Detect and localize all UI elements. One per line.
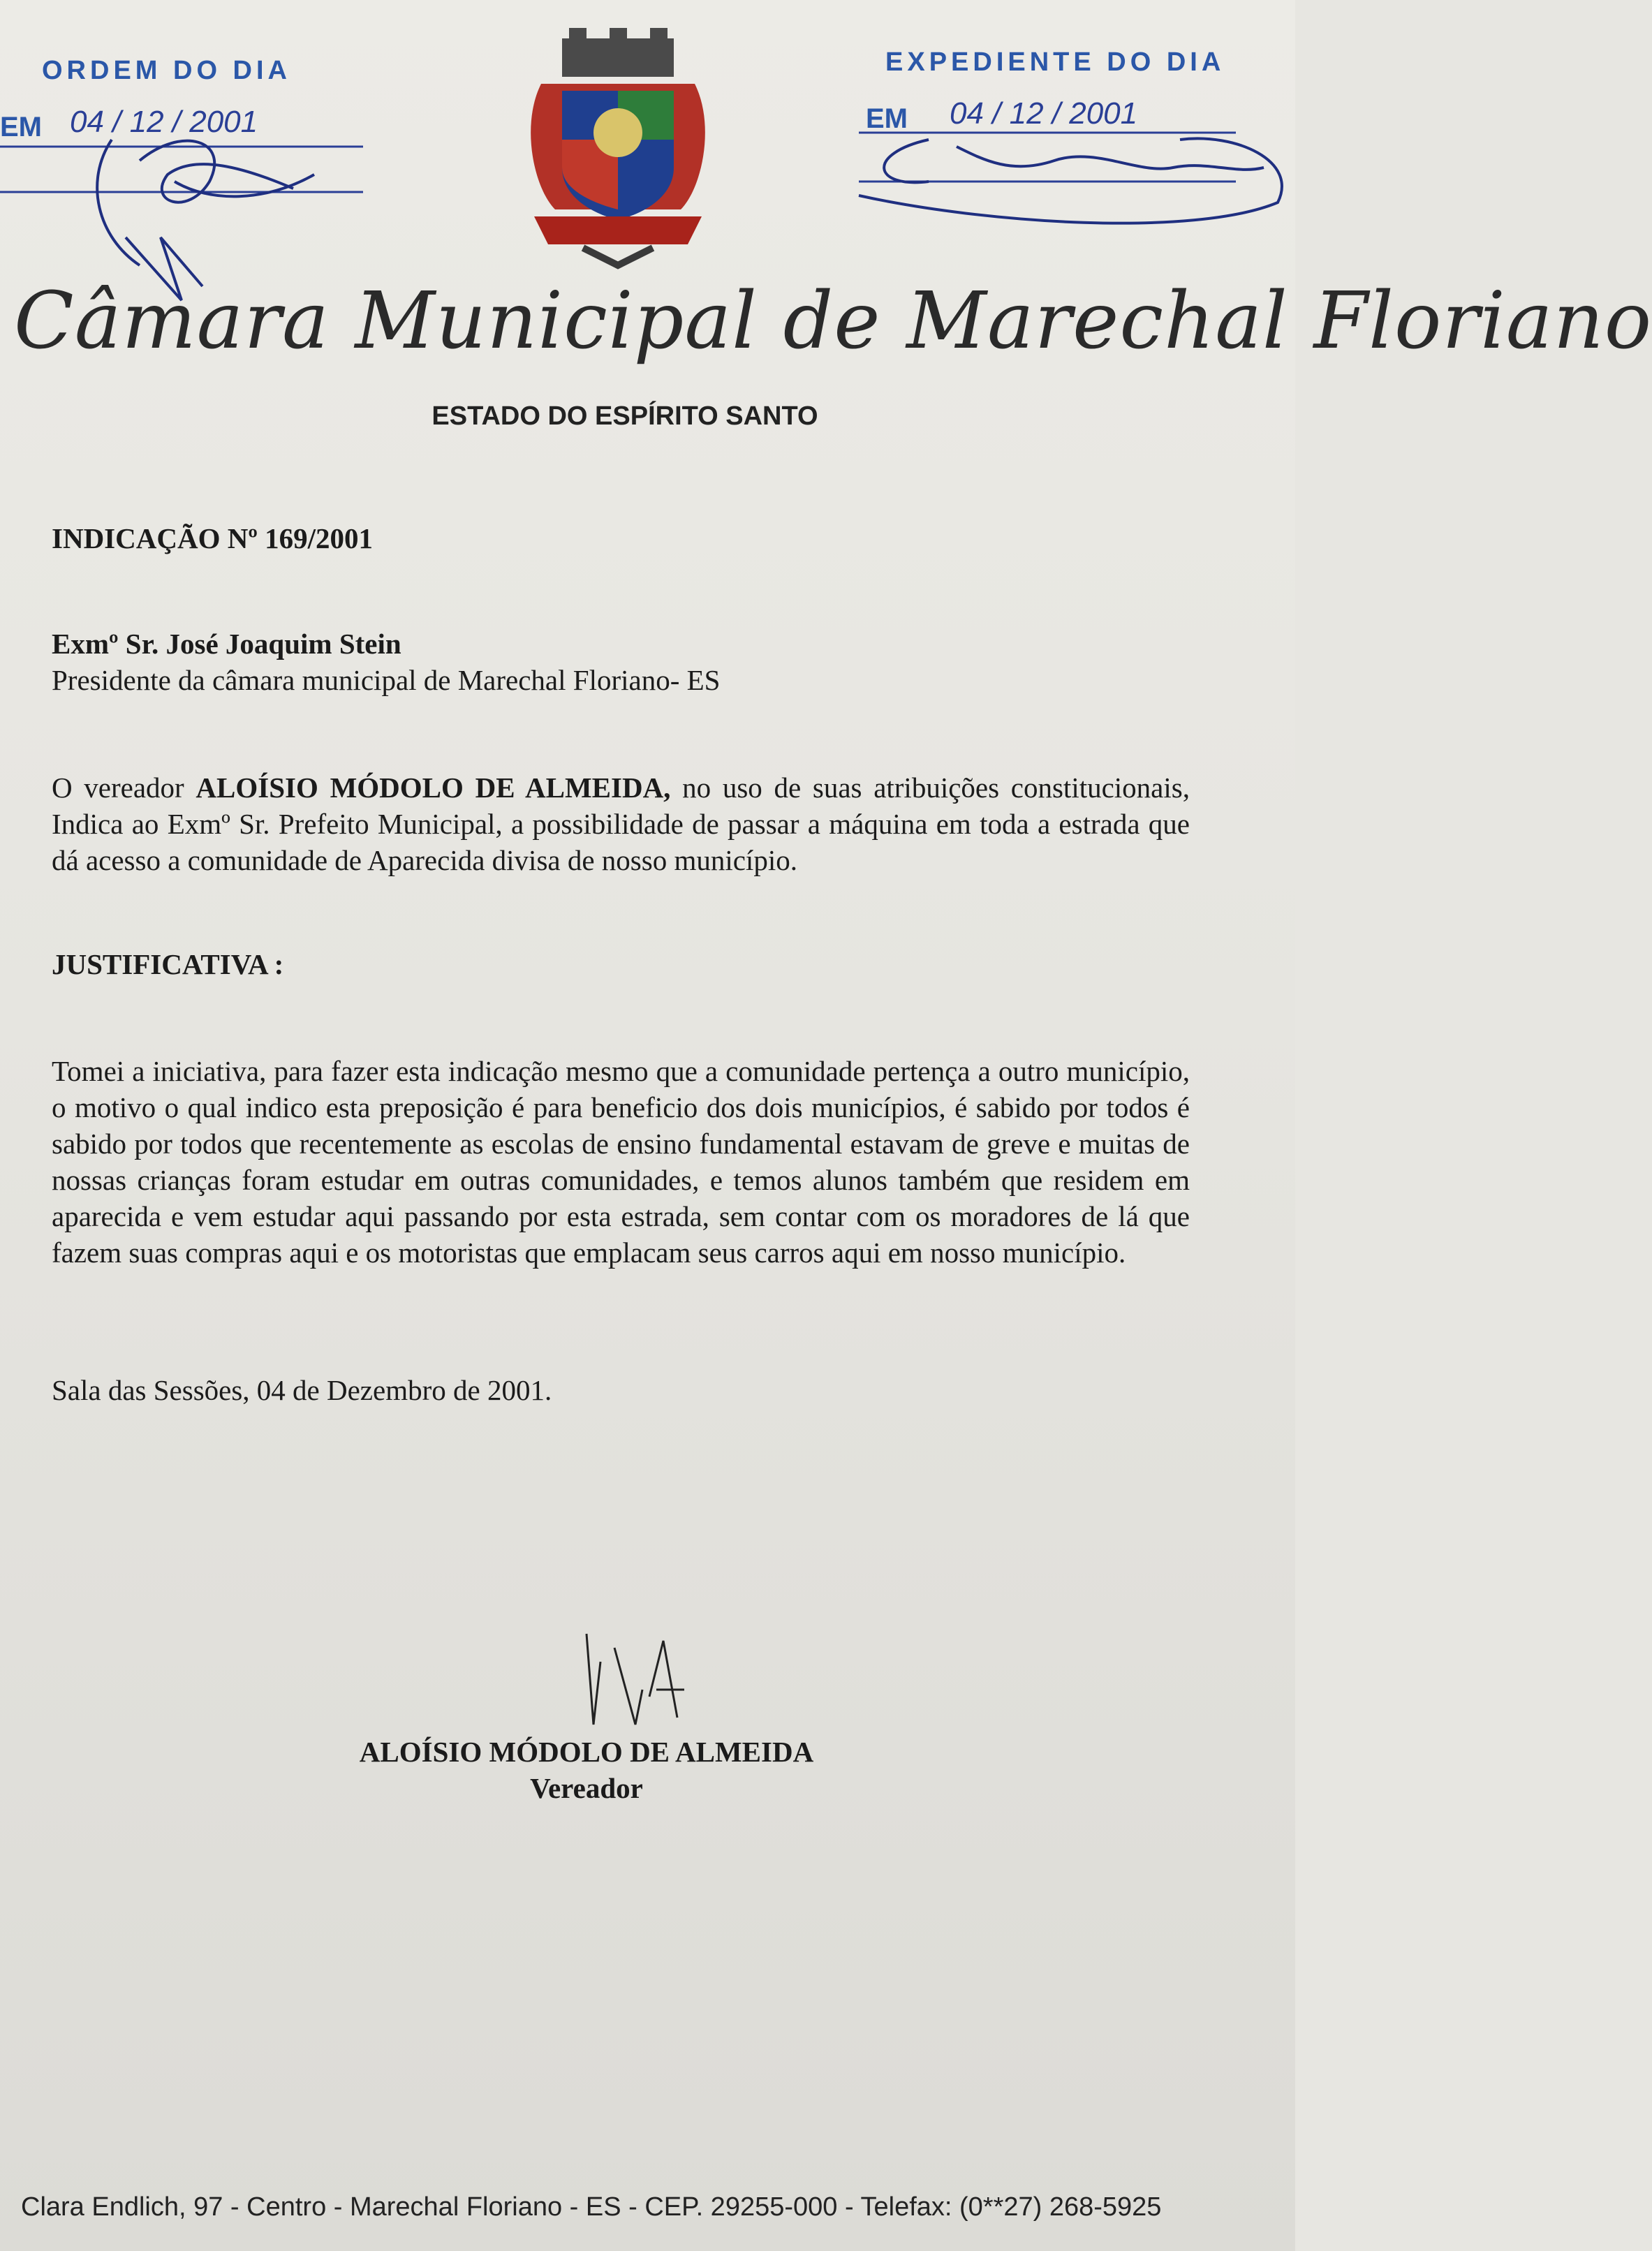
expediente-stamp-em: EM xyxy=(866,103,908,134)
signer-name: ALOÍSIO MÓDOLO DE ALMEIDA xyxy=(359,1736,814,1768)
institution-title: Câmara Municipal de Marechal Floriano xyxy=(14,276,1652,367)
addressee-name: Exmº Sr. José Joaquim Stein xyxy=(52,628,401,660)
ordem-do-dia-stamp-em: EM xyxy=(0,112,42,142)
indicacao-number: INDICAÇÃO Nº 169/2001 xyxy=(52,522,373,554)
closing-line: Sala das Sessões, 04 de Dezembro de 2001. xyxy=(52,1374,552,1406)
main-paragraph xyxy=(52,769,1190,878)
ordem-do-dia-stamp-date: 04 / 12 / 2001 xyxy=(70,105,258,139)
footer-address: Clara Endlich, 97 - Centro - Marechal Floriano - ES - CEP. 29255-000 - Telefax: (0**27) 268-5925 xyxy=(21,2192,1162,2222)
justificativa-heading: JUSTIFICATIVA : xyxy=(52,948,284,980)
justificativa-paragraph: Tomei a iniciativa, para fazer esta indicação mesmo que a comunidade pertença a outro município, o motivo o qual indico esta preposição é para beneficio dos dois municípios, é sabido por todos é sabido por todos que recentemente as escolas de ensino fundamental estavam de greve e muitas de nossas crianças foram estudar em outras comunidades, e temos alunos também que residem em aparecida e vem estudar aqui passando por esta estrada, sem contar com os moradores de lá que fazem suas compras aqui e os motoristas que emplacam seus carros aqui em nosso município. xyxy=(52,1055,1190,1269)
addressee-title: Presidente da câmara municipal de Marechal Floriano- ES xyxy=(52,664,721,696)
vereador-signature xyxy=(573,1620,712,1739)
body-intro: O vereador xyxy=(52,772,184,804)
coat-of-arms-icon xyxy=(520,28,716,265)
expediente-stamp-date: 04 / 12 / 2001 xyxy=(950,96,1138,131)
expediente-signature xyxy=(845,119,1292,258)
signer-role: Vereador xyxy=(530,1772,643,1804)
body-author: ALOÍSIO MÓDOLO DE ALMEIDA, xyxy=(196,772,671,804)
body-rest: no uso de suas atribuições constitucionais, Indica ao Exmº Sr. Prefeito Municipal, a possibilidade de passar a máquina em toda a estrada que dá acesso a comunidade de Aparecida divisa de nosso município. xyxy=(52,772,1190,876)
expediente-stamp-title: EXPEDIENTE DO DIA xyxy=(885,47,1225,77)
state-name: ESTADO DO ESPÍRITO SANTO xyxy=(432,401,818,431)
ordem-do-dia-stamp-title: ORDEM DO DIA xyxy=(42,56,291,85)
